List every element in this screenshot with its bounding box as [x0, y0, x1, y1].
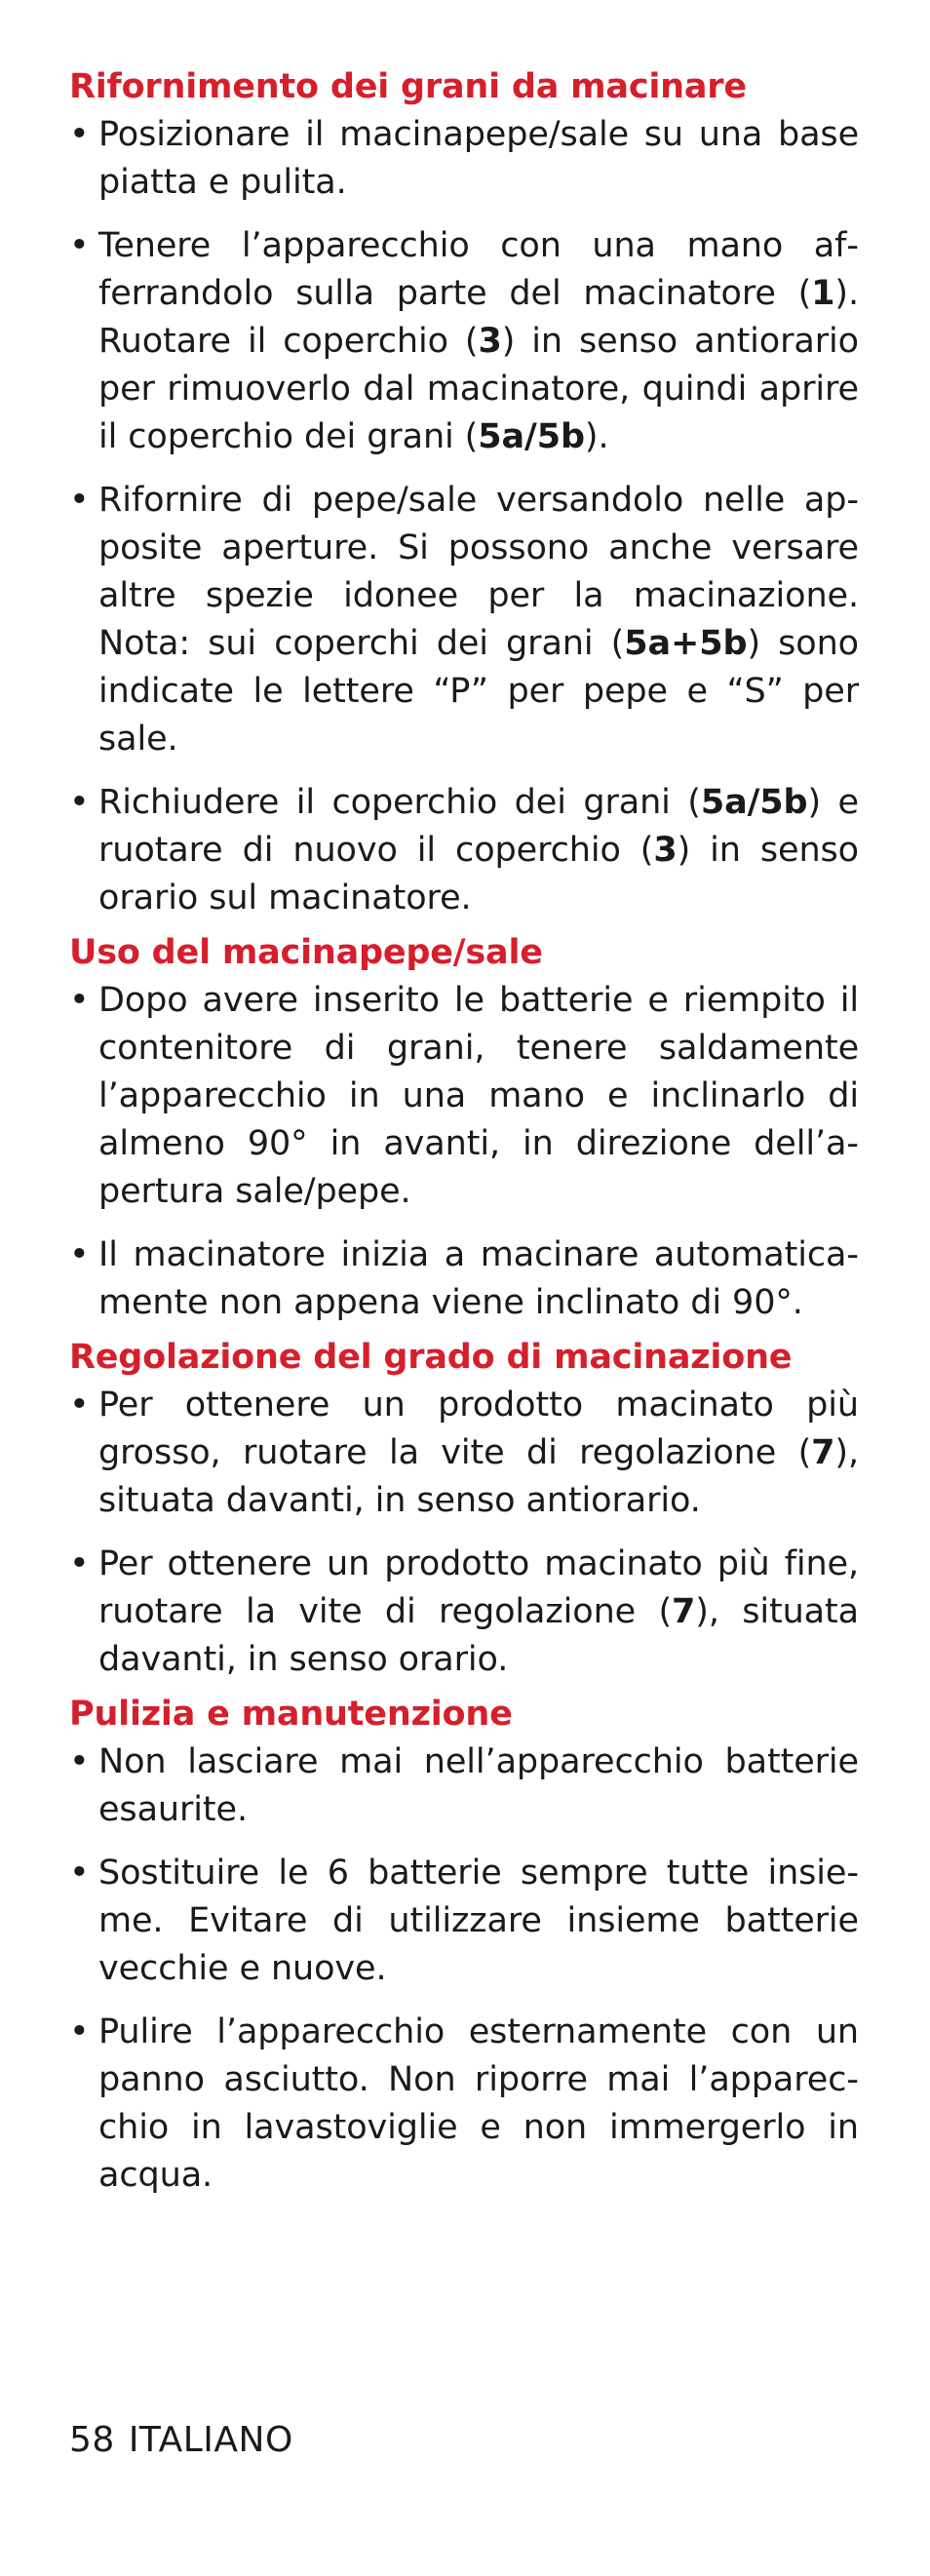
item-text: ). Ruotare il coperchio ( — [98, 274, 859, 361]
item-text: Per ottenere un prodotto macinato più grosso, ruotare la vite di regolazione ( — [98, 1386, 859, 1472]
bullet-icon: • — [69, 981, 90, 1020]
list-item — [69, 977, 859, 1216]
part-reference: 3 — [478, 322, 502, 361]
list-item — [69, 2009, 859, 2200]
bullet-icon: • — [69, 226, 90, 265]
list-item — [69, 1738, 859, 1834]
part-reference: 7 — [811, 1433, 835, 1472]
bullet-icon: • — [69, 2012, 90, 2051]
list-item — [69, 477, 859, 763]
bullet-icon: • — [69, 1742, 90, 1781]
item-text: Dopo avere inserito le batterie e riempito il contenitore di grani, tenere saldamente l’apparecchio in una mano e inclinarlo di almeno 90° in avanti, in direzione dell’apertura sale/pepe. — [98, 981, 859, 1211]
part-reference: 5a/5b — [700, 783, 808, 822]
section-heading: Rifornimento dei grani da macinare — [69, 67, 747, 106]
item-text: Il macinatore inizia a macinare automaticamente non appena viene inclinato di 90°. — [98, 1235, 859, 1322]
item-text: Tenere l’apparecchio con una mano afferrandolo sulla parte del macinatore ( — [98, 226, 859, 313]
bullet-icon: • — [69, 1235, 90, 1274]
item-text: Posizionare il macinapepe/sale su una base piatta e pulita. — [98, 115, 859, 202]
item-text: Per ottenere un prodotto macinato più fine, ruotare la vite di regolazione ( — [98, 1544, 859, 1631]
item-text: Sostituire le 6 batterie sempre tutte insieme. Evitare di utilizzare insieme batterie vecchie e nuove. — [98, 1854, 859, 1988]
part-reference: 1 — [811, 274, 835, 313]
section-heading: Regolazione del grado di macinazione — [69, 1338, 793, 1377]
item-text: Pulire l’apparecchio esternamente con un panno asciutto. Non riporre mai l’apparecchio in lavastoviglie e non immergerlo in acqua. — [98, 2012, 859, 2195]
list-item — [69, 1541, 859, 1684]
list-item — [69, 1382, 859, 1525]
part-reference: 3 — [653, 831, 678, 870]
part-reference: 5a+5b — [624, 624, 748, 663]
item-text: Rifornire di pepe/sale versandolo nelle apposite aperture. Si possono anche versare altre spezie idonee per la macinazione. Nota: sui coperchi dei grani ( — [98, 481, 859, 663]
bullet-icon: • — [69, 1544, 90, 1583]
page-content — [69, 62, 859, 2205]
page-number: 58 — [69, 2420, 115, 2460]
bullet-list — [69, 111, 859, 922]
footer-language: ITALIANO — [128, 2420, 293, 2460]
part-reference: 7 — [672, 1592, 696, 1631]
list-item — [69, 1231, 859, 1327]
list-item — [69, 222, 859, 461]
bullet-list — [69, 1738, 859, 2200]
page-footer — [69, 2416, 293, 2465]
item-text: ). — [584, 417, 609, 456]
bullet-list — [69, 977, 859, 1327]
list-item — [69, 779, 859, 922]
bullet-icon: • — [69, 115, 90, 154]
bullet-list — [69, 1382, 859, 1684]
part-reference: 5a/5b — [478, 417, 585, 456]
item-text: ) sono indicate le lettere “P” per pepe e “S” per sale. — [98, 624, 859, 759]
item-text: ), situata davanti, in senso orario. — [98, 1592, 859, 1679]
bullet-icon: • — [69, 783, 90, 822]
item-text: ) in senso orario sul macinatore. — [98, 831, 859, 917]
bullet-icon: • — [69, 1386, 90, 1425]
item-text: ) e ruotare di nuovo il coperchio ( — [98, 783, 859, 870]
section-heading: Pulizia e manutenzione — [69, 1695, 513, 1734]
item-text: Richiudere il coperchio dei grani ( — [98, 783, 701, 822]
section-heading: Uso del macinapepe/sale — [69, 933, 543, 972]
bullet-icon: • — [69, 1854, 90, 1893]
list-item — [69, 1850, 859, 1993]
item-text: ), situata davanti, in senso antiorario. — [98, 1433, 859, 1520]
item-text: Non lasciare mai nell’apparecchio batterie esaurite. — [98, 1742, 859, 1829]
item-text: ) in senso antiorario per rimuoverlo dal macinatore, quindi aprire il coperchio dei grani ( — [98, 322, 859, 456]
bullet-icon: • — [69, 481, 90, 520]
list-item — [69, 111, 859, 207]
